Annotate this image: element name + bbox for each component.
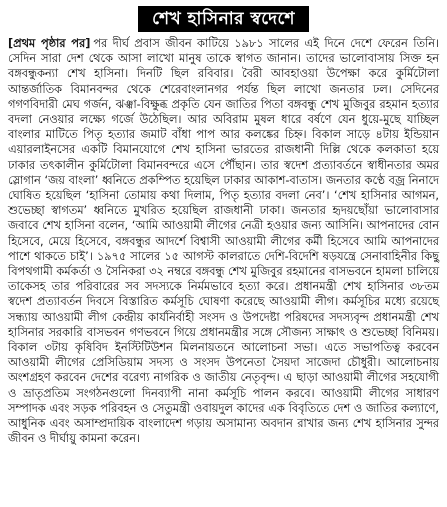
headline-container xyxy=(8,6,439,32)
article-body xyxy=(8,36,439,446)
article-body-text: পর দীর্ঘ প্রবাস জীবন কাটিয়ে ১৯৮১ সালের এই দিনে দেশে ফেরেন তিনি। সেদিন সারা দেশ থেকে আসা লাখো মানুষ তাকে স্বাগত জানান। তাদের ভালোবাসায় সিক্ত হন বঙ্গবন্ধুকন্যা শেখ হাসিনা। দিনটি ছিল রবিবার। বৈরী আবহাওয়া উপেক্ষা করে কুর্মিটোলা আন্তর্জাতিক বিমানবন্দর থেকে শেরেবাংলানগর পর্যন্ত ছিল লাখো জনতার ঢল। সেদিনের গগণবিদারী মেঘ গর্জন, ঝঞ্ঝা-বিক্ষুব্ধ প্রকৃতি যেন জাতির পিতা বঙ্গবন্ধু শেখ মুজিবুর রহমান হত্যার বদলা নেওয়ার লক্ষ্যে গর্জে উঠেছিল। আর অবিরাম মুষল ধারে বর্ষণে যেন ধুয়ে-মুছে যাচ্ছিল বাংলার মাটিতে পিতৃ হত্যার জমাট বাঁধা পাপ আর কলঙ্কের চিহ্ন। বিকাল সাড়ে ৪টায় ইন্ডিয়ান এয়ারলাইনসের একটি বিমানযোগে শেখ হাসিনা ভারতের রাজধানী দিল্লি থেকে কলকাতা হয়ে ঢাকার তৎকালীন কুর্মিটোলা বিমানবন্দরে এসে পৌঁছান। তার স্বদেশ প্রত্যাবর্তনে স্বাধীনতার অমর স্লোগান ‘জয় বাংলা’ ধ্বনিতে প্রকম্পিত হয়েছিল ঢাকার আকাশ-বাতাস। জনতার কণ্ঠে বজ্র নিনাদে ঘোষিত হয়েছিল ‘হাসিনা তোমায় কথা দিলাম, পিতৃ হত্যার বদলা নেব’। ‘শেখ হাসিনার আগমন, শুভেচ্ছা স্বাগতম’ ধ্বনিতে মুখরিত হয়েছিল রাজধানী ঢাকা। জনতার হৃদয়ছোঁয়া ভালোবাসার জবাবে শেখ হাসিনা বলেন, ‘আমি আওয়ামী লীগের নেত্রী হওয়ার জন্য আসিনি। আপনাদের বোন হিসেবে, মেয়ে হিসেবে, বঙ্গবন্ধুর আদর্শে বিশ্বাসী আওয়ামী লীগের কর্মী হিসেবে আমি আপনাদের পাশে থাকতে চাই’। ১৯৭৫ সালের ১৫ আগস্ট কালরাতে দেশি-বিদেশি ষড়যন্ত্রে সেনাবাহিনীর কিছু বিপথগামী কর্মকর্তা ও সৈনিকরা ৩২ নম্বরে বঙ্গবন্ধু শেখ মুজিবুর রহমানের বাসভবনে হামলা চালিয়ে তাকেসহ তার পরিবারের সব সদস্যকে নির্মমভাবে হত্যা করে। প্রধানমন্ত্রী শেখ হাসিনার ৩৮তম স্বদেশ প্রত্যাবর্তন দিবসে বিস্তারিত কর্মসূচি ঘোষণা করেছে আওয়ামী লীগ। কর্মসূচির মধ্যে রয়েছে সন্ধ্যায় আওয়ামী লীগ কেন্দ্রীয় কার্যনির্বাহী সংসদ ও উপদেষ্টা পরিষদের সদস্যবৃন্দ প্রধানমন্ত্রী শেখ হাসিনার সরকারি বাসভবন গণভবনে গিয়ে প্রধানমন্ত্রীর সঙ্গে সৌজন্য সাক্ষাৎ ও শুভেচ্ছা বিনিময়। বিকাল ৩টায় কৃষিবিদ ইনস্টিটিউশন মিলনায়তনে আলোচনা সভা। এতে সভাপতিত্ব করবেন আওয়ামী লীগের প্রেসিডিয়াম সদস্য ও সংসদ উপনেতা সৈয়দা সাজেদা চৌধুরী। আলোচনায় অংশগ্রহণ করবেন দেশের বরেণ্য নাগরিক ও জাতীয় নেতৃবৃন্দ। এ ছাড়া আওয়ামী লীগের সহযোগী ও ভ্রাতৃপ্রতিম সংগঠনগুলো দিনব্যাপী নানা কর্মসূচি পালন করবে। আওয়ামী লীগের সাধারণ সম্পাদক এবং সড়ক পরিবহন ও সেতুমন্ত্রী ওবায়দুল কাদের এক বিবৃতিতে দেশ ও জাতির কল্যাণে, আধুনিক এবং অসাম্প্রদায়িক বাংলাদেশ গড়ায় অসামান্য অবদান রাখার জন্য শেখ হাসিনার সুন্দর জীবন ও দীর্ঘায়ু কামনা করেন। xyxy=(8,37,439,446)
continued-from-front-page-tag: [প্রথম পৃষ্ঠার পর] xyxy=(8,37,91,50)
article-headline: শেখ হাসিনার স্বদেশে xyxy=(138,6,309,32)
